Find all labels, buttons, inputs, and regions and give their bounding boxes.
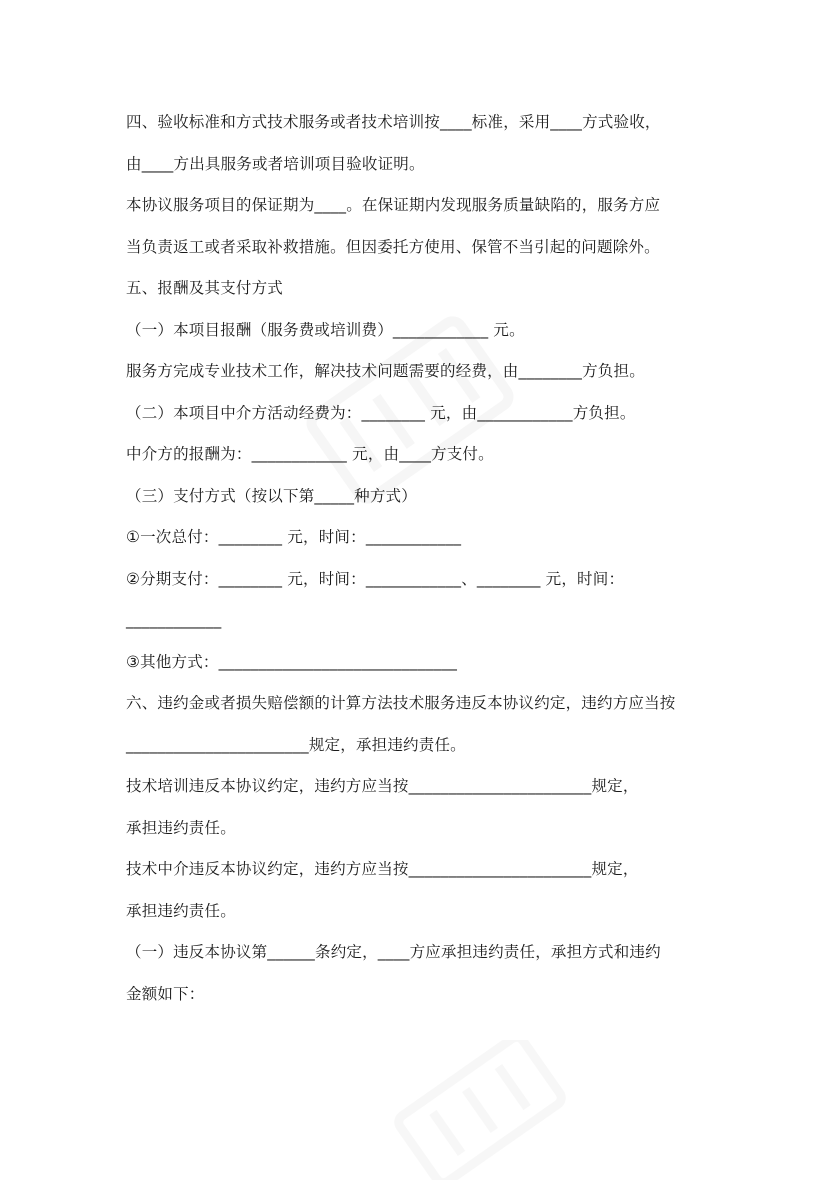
text-line: 承担违约责任。 <box>126 901 236 920</box>
text-line: 技术中介违反本协议约定，违约方应当按_______________________规定， <box>126 860 639 878</box>
text-line: （一）本项目报酬（服务费或培训费）____________ 元。 <box>126 320 525 339</box>
text-line: ②分期支付：________ 元，时间：____________、________ 元，时间： <box>126 569 625 588</box>
text-line: ____________ <box>126 611 222 629</box>
text-line: （三）支付方式（按以下第_____种方式） <box>126 486 417 505</box>
text-line: 服务方完成专业技术工作，解决技术问题需要的经费，由________方负担。 <box>126 362 645 380</box>
text-line: （二）本项目中介方活动经费为：________ 元，由____________方负担。 <box>126 403 636 422</box>
text-line: 四、验收标准和方式技术服务或者技术培训按____标准，采用____方式验收， <box>126 113 661 131</box>
text-line: （一）违反本协议第______条约定，____方应承担违约责任，承担方式和违约 <box>126 943 661 961</box>
text-line: 技术培训违反本协议约定，违约方应当按_______________________规定， <box>126 777 639 795</box>
text-line: 中介方的报酬为：____________ 元，由____方支付。 <box>126 445 494 463</box>
text-line: _______________________规定，承担违约责任。 <box>126 735 466 754</box>
text-line: 由____方出具服务或者培训项目验收证明。 <box>126 154 425 173</box>
text-line: 本协议服务项目的保证期为____。在保证期内发现服务质量缺陷的，服务方应 <box>126 196 661 214</box>
section-heading: 五、报酬及其支付方式 <box>126 279 284 297</box>
watermark-graphic-bottom <box>380 1040 580 1180</box>
text-line: ③其他方式：______________________________ <box>126 652 458 671</box>
section-heading: 六、违约金或者损失赔偿额的计算方法技术服务违反本协议约定，违约方应当按 <box>126 694 676 712</box>
text-line: 当负责返工或者采取补救措施。但因委托方使用、保管不当引起的问题除外。 <box>126 237 660 256</box>
text-line: ①一次总付：________ 元，时间：____________ <box>126 528 462 546</box>
text-line: 金额如下： <box>126 984 205 1003</box>
document-body <box>126 111 716 1024</box>
text-line: 承担违约责任。 <box>126 818 236 837</box>
